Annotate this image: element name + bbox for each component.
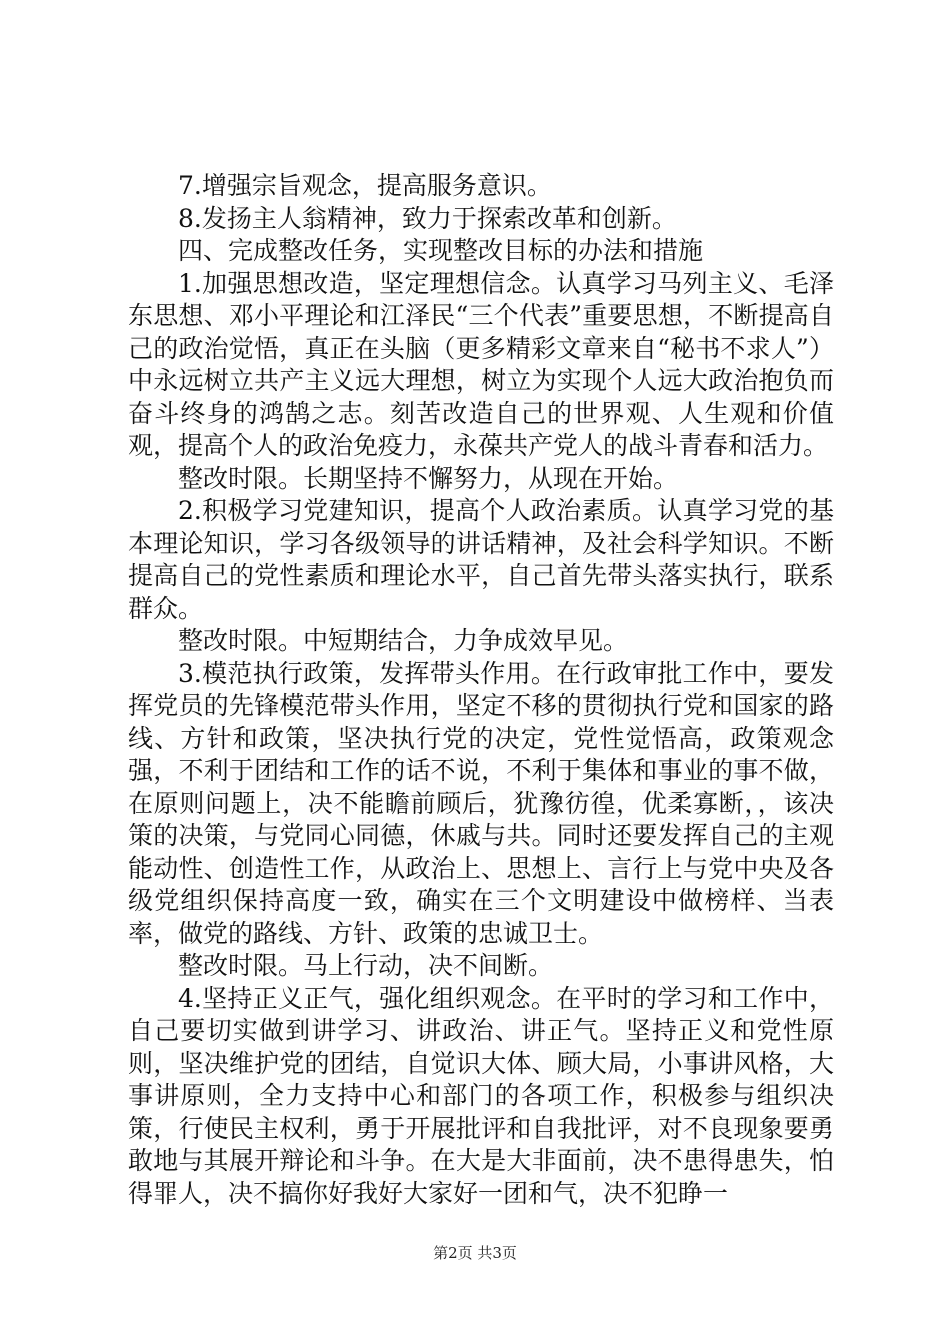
measure-4: 4.坚持正义正气，强化组织观念。在平时的学习和工作中，自己要切实做到讲学习、讲政治、讲正气。坚持正义和党性原则，坚决维护党的团结，自觉识大体、顾大局，小事讲风格，大事讲原则，全力支持中心和部门的各项工作，积极参与组织决策，行使民主权利，勇于开展批评和自我批评，对不良现象要勇敢地与其展开辩论和斗争。在大是大非面前，决不患得患失，怕得罪人，决不搞你好我好大家好一团和气，决不犯睁一 (128, 983, 834, 1208)
list-item-7: 7.增强宗旨观念，提高服务意识。 (178, 171, 552, 200)
deadline-2: 整改时限。中短期结合，力争成效早见。 (178, 626, 629, 655)
deadline-1: 整改时限。长期坚持不懈努力，从现在开始。 (178, 463, 679, 493)
measure-1: 1.加强思想改造，坚定理想信念。认真学习马列主义、毛泽东思想、邓小平理论和江泽民“三个代表”重要思想，不断提高自己的政治觉悟，真正在头脑（更多精彩文章来自“秘书不求人”）中永远树立共产主义远大理想，树立为实现个人远大政治抱负而奋斗终身的鸿鹄之志。刻苦改造自己的世界观、人生观和价值观，提高个人的政治免疫力，永葆共产党人的战斗青春和活力。 (128, 268, 834, 460)
deadline-3: 整改时限。马上行动，决不间断。 (178, 951, 554, 980)
measure-2: 2.积极学习党建知识，提高个人政治素质。认真学习党的基本理论知识，学习各级领导的讲话精神，及社会科学知识。不断提高自己的党性素质和理论水平，自己首先带头落实执行，联系群众。 (128, 496, 834, 623)
page-number-footer: 第2页 共3页 (433, 1244, 517, 1262)
body-text (128, 170, 834, 1210)
section-heading: 四、完成整改任务，实现整改目标的办法和措施 (178, 236, 704, 265)
list-item-8: 8.发扬主人翁精神，致力于探索改革和创新。 (178, 203, 677, 233)
measure-3: 3.模范执行政策，发挥带头作用。在行政审批工作中，要发挥党员的先锋模范带头作用，坚定不移的贯彻执行党和国家的路线、方针和政策，坚决执行党的决定，党性觉悟高，政策观念强，不利于团结和工作的话不说，不利于集体和事业的事不做，在原则问题上，决不能瞻前顾后，犹豫彷徨，优柔寡断，，该决策的决策，与党同心同德，休戚与共。同时还要发挥自己的主观能动性、创造性工作，从政治上、思想上、言行上与党中央及各级党组织保持高度一致，确实在三个文明建设中做榜样、当表率，做党的路线、方针、政策的忠诚卫士。 (128, 658, 834, 948)
